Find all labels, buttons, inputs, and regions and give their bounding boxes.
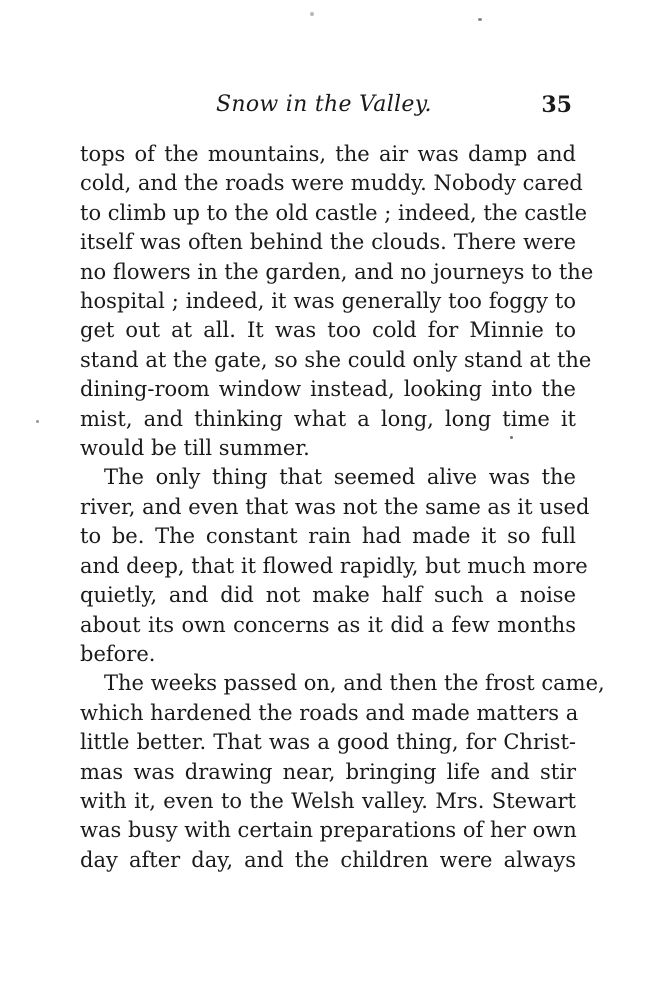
text-line: mas was drawing near, bringing life and stir bbox=[80, 759, 576, 784]
paragraph bbox=[80, 669, 605, 875]
text-line: before. bbox=[80, 641, 156, 666]
text-line: and deep, that it flowed rapidly, but much more bbox=[80, 553, 588, 578]
paragraph bbox=[80, 140, 594, 463]
text-line: no flowers in the garden, and no journeys to the bbox=[80, 259, 594, 284]
text-line: The only thing that seemed alive was the bbox=[104, 465, 576, 490]
text-line: was busy with certain preparations of her own bbox=[80, 818, 577, 843]
text-line: would be till summer. bbox=[80, 436, 310, 461]
text-line: to be. The constant rain had made it so full bbox=[80, 524, 576, 549]
page-header bbox=[200, 92, 580, 128]
print-speck bbox=[478, 18, 482, 21]
text-line: stand at the gate, so she could only stand at the bbox=[80, 347, 592, 372]
text-line: dining-room window instead, looking into the bbox=[80, 377, 576, 402]
text-line: with it, even to the Welsh valley. Mrs. Stewart bbox=[80, 788, 576, 813]
text-line: little better. That was a good thing, for Christ- bbox=[80, 730, 576, 755]
page-number: 35 bbox=[541, 92, 572, 118]
text-line: river, and even that was not the same as it used bbox=[80, 494, 590, 519]
running-title: Snow in the Valley. bbox=[216, 92, 432, 117]
text-line: The weeks passed on, and then the frost came, bbox=[104, 671, 605, 696]
text-line: cold, and the roads were muddy. Nobody cared bbox=[80, 171, 583, 196]
text-line: quietly, and did not make half such a noise bbox=[80, 583, 576, 608]
text-line: about its own concerns as it did a few months bbox=[80, 612, 576, 637]
text-line: itself was often behind the clouds. There were bbox=[80, 230, 576, 255]
text-line: to climb up to the old castle ; indeed, the castle bbox=[80, 200, 588, 225]
paragraph bbox=[80, 463, 590, 669]
text-line: get out at all. It was too cold for Minnie to bbox=[80, 318, 576, 343]
text-line: day after day, and the children were always bbox=[80, 847, 576, 872]
print-speck bbox=[36, 420, 39, 423]
text-line: which hardened the roads and made matters a bbox=[80, 700, 579, 725]
body-text bbox=[80, 140, 605, 875]
text-line: tops of the mountains, the air was damp and bbox=[80, 142, 576, 166]
text-line: hospital ; indeed, it was generally too foggy to bbox=[80, 289, 576, 314]
print-speck bbox=[310, 12, 314, 16]
text-line: mist, and thinking what a long, long time it bbox=[80, 406, 576, 431]
